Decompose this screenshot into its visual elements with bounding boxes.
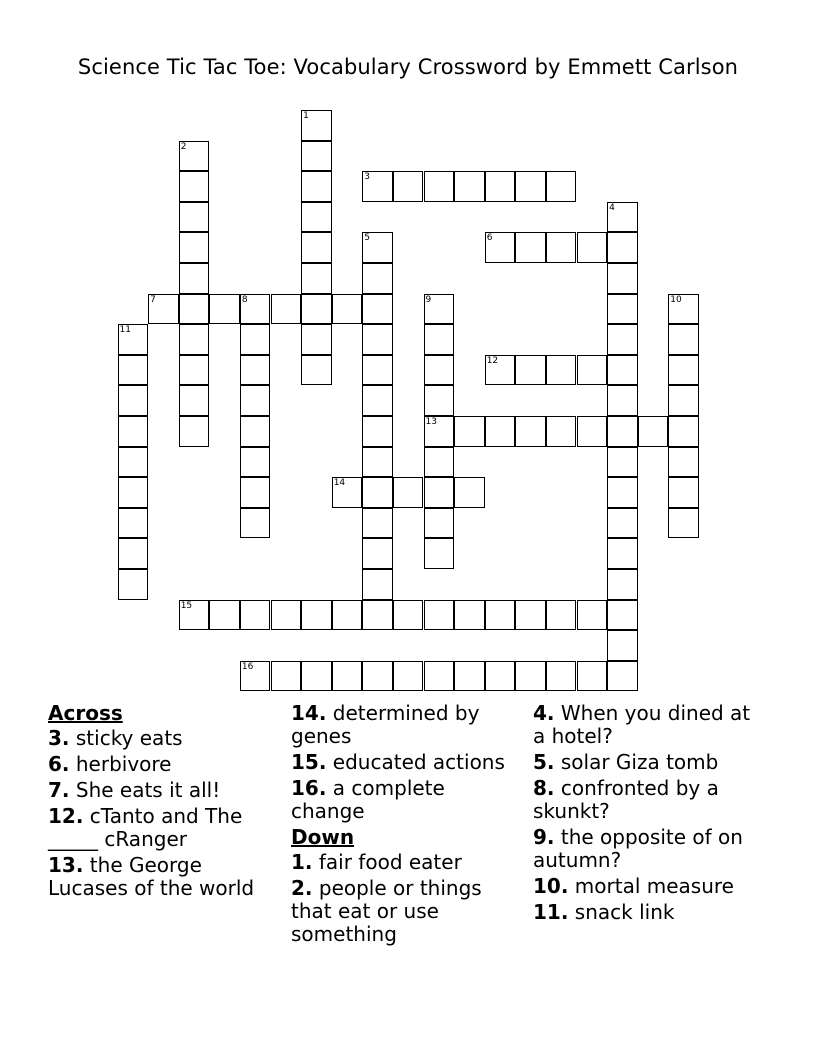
grid-cell[interactable]	[179, 294, 210, 325]
clues-column-3	[533, 702, 765, 927]
grid-cell[interactable]	[240, 447, 271, 478]
grid-cell[interactable]	[607, 630, 638, 661]
page-title: Science Tic Tac Toe: Vocabulary Crossword by Emmett Carlson	[77, 55, 739, 79]
down-heading: Down	[291, 825, 355, 849]
grid-cell[interactable]	[577, 661, 608, 692]
grid-cell[interactable]	[179, 416, 210, 447]
grid-cell[interactable]	[301, 232, 332, 263]
grid-cell[interactable]	[240, 385, 271, 416]
clue-across-6: 6. herbivore	[48, 752, 172, 776]
grid-cell[interactable]	[362, 447, 393, 478]
grid-cell[interactable]	[362, 324, 393, 355]
grid-cell[interactable]	[424, 355, 455, 386]
grid-cell[interactable]	[301, 171, 332, 202]
grid-cell[interactable]	[607, 416, 638, 447]
grid-cell[interactable]	[240, 355, 271, 386]
clue-across-14: 14. determined by genes	[291, 701, 480, 748]
clue-down-2: 2. people or things that eat or use something	[291, 876, 482, 946]
grid-cell[interactable]	[424, 600, 455, 631]
clue-number: 10	[670, 294, 682, 305]
clue-across-12: 12. cTanto and The _____ cRanger	[48, 804, 243, 851]
grid-cell[interactable]	[240, 477, 271, 508]
grid-cell[interactable]	[240, 661, 271, 692]
grid-cell[interactable]	[118, 324, 149, 355]
across-heading: Across	[48, 701, 123, 725]
grid-cell[interactable]	[485, 171, 516, 202]
clue-number: 6	[486, 233, 493, 244]
clue-number: 9	[425, 294, 432, 305]
clue-down-11: 11. snack link	[533, 900, 675, 924]
grid-cell[interactable]	[118, 447, 149, 478]
grid-cell[interactable]	[454, 171, 485, 202]
clue-number: 2	[180, 141, 187, 152]
grid-cell[interactable]	[424, 661, 455, 692]
grid-cell[interactable]	[362, 508, 393, 539]
grid-cell[interactable]	[546, 355, 577, 386]
clue-down-9: 9. the opposite of on autumn?	[533, 825, 743, 872]
grid-cell[interactable]	[607, 569, 638, 600]
grid-cell[interactable]	[668, 324, 699, 355]
grid-cell[interactable]	[607, 477, 638, 508]
grid-cell[interactable]	[607, 600, 638, 631]
grid-cell[interactable]	[577, 232, 608, 263]
clue-number: 3	[364, 172, 371, 183]
grid-cell[interactable]	[209, 294, 240, 325]
grid-cell[interactable]	[271, 600, 302, 631]
clue-number: 5	[364, 233, 371, 244]
grid-cell[interactable]	[424, 385, 455, 416]
clue-across-13: 13. the George Lucases of the world	[48, 853, 255, 900]
grid-cell[interactable]	[454, 661, 485, 692]
grid-cell[interactable]	[668, 508, 699, 539]
grid-cell[interactable]	[607, 447, 638, 478]
grid-cell[interactable]	[362, 171, 393, 202]
grid-cell[interactable]	[240, 416, 271, 447]
grid-cell[interactable]	[362, 263, 393, 294]
grid-cell[interactable]	[362, 355, 393, 386]
grid-cell[interactable]	[301, 202, 332, 233]
grid-cell[interactable]	[454, 600, 485, 631]
grid-cell[interactable]	[607, 294, 638, 325]
grid-cell[interactable]	[607, 263, 638, 294]
grid-cell[interactable]	[424, 294, 455, 325]
grid-cell[interactable]	[607, 324, 638, 355]
clue-number: 14	[333, 478, 346, 489]
clue-down-8: 8. confronted by a skunkt?	[533, 776, 719, 823]
grid-cell[interactable]	[485, 355, 516, 386]
grid-cell[interactable]	[577, 416, 608, 447]
grid-cell[interactable]	[607, 661, 638, 692]
grid-cell[interactable]	[515, 600, 546, 631]
grid-cell[interactable]	[179, 600, 210, 631]
grid-cell[interactable]	[362, 416, 393, 447]
clue-across-15: 15. educated actions	[291, 750, 505, 774]
clue-down-5: 5. solar Giza tomb	[533, 750, 719, 774]
grid-cell[interactable]	[577, 355, 608, 386]
grid-cell[interactable]	[301, 294, 332, 325]
grid-cell[interactable]	[638, 416, 669, 447]
grid-cell[interactable]	[668, 477, 699, 508]
clue-down-1: 1. fair food eater	[291, 850, 462, 874]
grid-cell[interactable]	[179, 232, 210, 263]
grid-cell[interactable]	[668, 416, 699, 447]
clue-down-4: 4. When you dined at a hotel?	[533, 701, 751, 748]
grid-cell[interactable]	[607, 232, 638, 263]
grid-cell[interactable]	[668, 447, 699, 478]
grid-cell[interactable]	[362, 477, 393, 508]
grid-cell[interactable]	[424, 416, 455, 447]
grid-cell[interactable]	[118, 477, 149, 508]
grid-cell[interactable]	[362, 569, 393, 600]
grid-cell[interactable]	[577, 600, 608, 631]
clue-across-16: 16. a complete change	[291, 776, 445, 823]
grid-cell[interactable]	[393, 600, 424, 631]
grid-cell[interactable]	[546, 661, 577, 692]
grid-cell[interactable]	[424, 447, 455, 478]
grid-cell[interactable]	[362, 385, 393, 416]
clue-across-3: 3. sticky eats	[48, 726, 183, 750]
grid-cell[interactable]	[118, 508, 149, 539]
grid-cell[interactable]	[179, 202, 210, 233]
clue-number: 4	[609, 202, 615, 213]
grid-cell[interactable]	[454, 477, 485, 508]
grid-cell[interactable]	[515, 416, 546, 447]
grid-cell[interactable]	[179, 141, 210, 172]
grid-cell[interactable]	[209, 600, 240, 631]
grid-cell[interactable]	[179, 385, 210, 416]
grid-cell[interactable]	[515, 661, 546, 692]
grid-cell[interactable]	[515, 171, 546, 202]
grid-cell[interactable]	[485, 416, 516, 447]
grid-cell[interactable]	[118, 538, 149, 569]
grid-cell[interactable]	[424, 538, 455, 569]
grid-cell[interactable]	[393, 661, 424, 692]
grid-cell[interactable]	[271, 661, 302, 692]
grid-cell[interactable]	[607, 385, 638, 416]
grid-cell[interactable]	[240, 324, 271, 355]
clue-number: 1	[303, 111, 309, 121]
grid-cell[interactable]	[179, 263, 210, 294]
grid-cell[interactable]	[362, 538, 393, 569]
clue-across-7: 7. She eats it all!	[48, 778, 221, 802]
clue-number: 7	[150, 294, 156, 305]
grid-cell[interactable]	[362, 232, 393, 263]
grid-cell[interactable]	[546, 600, 577, 631]
grid-cell[interactable]	[148, 294, 179, 325]
grid-cell[interactable]	[546, 232, 577, 263]
grid-cell[interactable]	[362, 661, 393, 692]
grid-cell[interactable]	[668, 385, 699, 416]
grid-cell[interactable]	[485, 600, 516, 631]
grid-cell[interactable]	[332, 477, 363, 508]
grid-cell[interactable]	[332, 600, 363, 631]
grid-cell[interactable]	[301, 355, 332, 386]
grid-cell[interactable]	[271, 294, 302, 325]
grid-cell[interactable]	[607, 538, 638, 569]
grid-cell[interactable]	[118, 569, 149, 600]
grid-cell[interactable]	[393, 477, 424, 508]
grid-cell[interactable]	[362, 294, 393, 325]
grid-cell[interactable]	[332, 661, 363, 692]
grid-cell[interactable]	[485, 232, 516, 263]
clue-number: 8	[241, 294, 248, 305]
grid-cell[interactable]	[607, 508, 638, 539]
grid-cell[interactable]	[301, 600, 332, 631]
grid-cell[interactable]	[301, 263, 332, 294]
clue-number: 13	[425, 417, 437, 427]
grid-cell[interactable]	[424, 324, 455, 355]
grid-cell[interactable]	[668, 355, 699, 386]
grid-cell[interactable]	[607, 355, 638, 386]
grid-cell[interactable]	[668, 294, 699, 325]
grid-cell[interactable]	[424, 508, 455, 539]
clue-number: 12	[486, 355, 499, 366]
grid-cell[interactable]	[546, 171, 577, 202]
grid-cell[interactable]	[607, 202, 638, 233]
clues-column-2	[291, 702, 523, 949]
grid-cell[interactable]	[362, 600, 393, 631]
grid-cell[interactable]	[179, 171, 210, 202]
clues-column-1	[48, 702, 280, 903]
grid-cell[interactable]	[240, 294, 271, 325]
grid-cell[interactable]	[118, 385, 149, 416]
clue-number: 16	[241, 661, 254, 672]
grid-cell[interactable]	[546, 416, 577, 447]
grid-cell[interactable]	[301, 110, 332, 141]
grid-cell[interactable]	[485, 661, 516, 692]
grid-cell[interactable]	[240, 508, 271, 539]
grid-cell[interactable]	[393, 171, 424, 202]
grid-cell[interactable]	[240, 600, 271, 631]
grid-cell[interactable]	[332, 294, 363, 325]
grid-cell[interactable]	[301, 141, 332, 172]
clue-number: 15	[180, 600, 193, 611]
grid-cell[interactable]	[515, 232, 546, 263]
grid-cell[interactable]	[515, 355, 546, 386]
grid-cell[interactable]	[118, 416, 149, 447]
grid-cell[interactable]	[424, 171, 455, 202]
grid-cell[interactable]	[179, 324, 210, 355]
grid-cell[interactable]	[179, 355, 210, 386]
clue-down-10: 10. mortal measure	[533, 874, 734, 898]
grid-cell[interactable]	[301, 324, 332, 355]
grid-cell[interactable]	[118, 355, 149, 386]
grid-cell[interactable]	[454, 416, 485, 447]
grid-cell[interactable]	[301, 661, 332, 692]
grid-cell[interactable]	[424, 477, 455, 508]
clue-number: 11	[119, 325, 131, 336]
